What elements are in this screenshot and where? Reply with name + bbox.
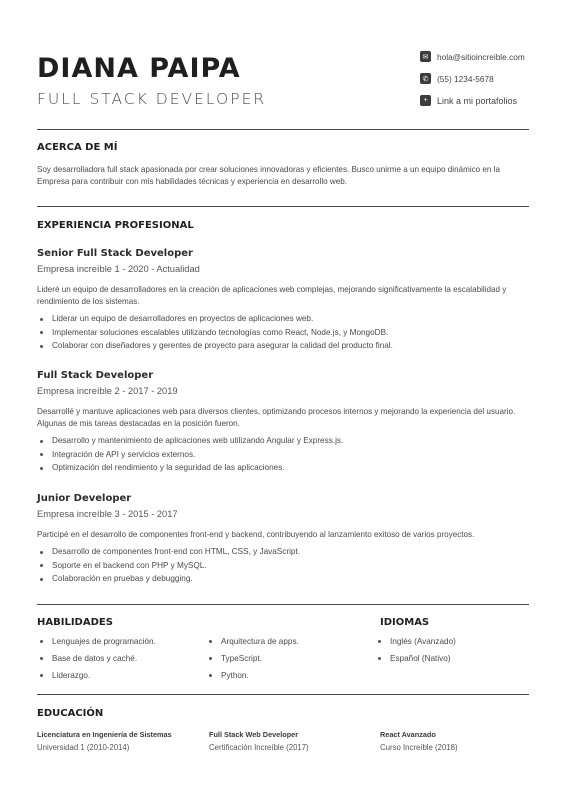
divider <box>37 694 529 695</box>
phone-text[interactable]: (55) 1234-5678 <box>437 73 494 84</box>
job-title: Junior Developer <box>37 493 132 504</box>
phone-icon: ✆ <box>420 73 431 84</box>
education-title: Licenciatura en Ingeniería de Sistemas <box>37 730 172 739</box>
about-heading: ACERCA DE MÍ <box>37 142 118 153</box>
list-item: Python. <box>206 667 299 684</box>
job-bullets <box>37 434 343 475</box>
email-text[interactable]: hola@sitioincreible.com <box>437 51 525 62</box>
list-item: Base de datos y caché. <box>37 650 156 667</box>
contact-block <box>420 51 525 117</box>
job-company: Empresa increíble 2 - 2017 - 2019 <box>37 386 178 396</box>
about-text: Soy desarrolladora full stack apasionada por crear soluciones innovadoras y eficientes. Busco unirme a un equipo dinámico en la Empresa para contribuir con mis habilidades técnicas y experiencia en desarrollo web. <box>37 165 500 186</box>
job-company: Empresa increíble 1 - 2020 - Actualidad <box>37 264 200 274</box>
list-item: Implementar soluciones escalables utilizando tecnologías como React, Node.js, y MongoDB. <box>37 326 393 340</box>
education-institution: Universidad 1 (2010-2014) <box>37 743 130 752</box>
list-item: Liderazgo. <box>37 667 156 684</box>
education-heading: EDUCACIÓN <box>37 708 104 719</box>
job-title: Senior Full Stack Developer <box>37 248 193 259</box>
list-item: TypeScript. <box>206 650 299 667</box>
education-institution: Curso Increíble (2018) <box>380 743 458 752</box>
divider <box>37 129 529 130</box>
list-item: Lenguajes de programación. <box>37 633 156 650</box>
envelope-icon: ✉ <box>420 51 431 62</box>
skills-list-2 <box>206 633 299 684</box>
list-item: Español (Nativo) <box>375 650 456 667</box>
list-item: Desarrollo y mantenimiento de aplicaciones web utilizando Angular y Express.js. <box>37 434 343 448</box>
languages-list <box>375 633 456 667</box>
job-summary: Participé en el desarrollo de componentes front-end y backend, contribuyendo al lanzamiento exitoso de varios proyectos. <box>37 530 475 539</box>
portfolio-link[interactable]: Link a mi portafolios <box>437 95 518 106</box>
contact-phone[interactable] <box>420 73 525 84</box>
list-item: Inglés (Avanzado) <box>375 633 456 650</box>
education-institution: Certificación Increíble (2017) <box>209 743 309 752</box>
job-summary: Desarrollé y mantuve aplicaciones web para diversos clientes, optimizando procesos internos y mejorando la experiencia del usuario. Algunas de mis tareas destacadas en la posición fueron. <box>37 407 516 428</box>
skills-heading: HABILIDADES <box>37 617 113 628</box>
job-bullets <box>37 312 393 353</box>
list-item: Liderar un equipo de desarrolladores en proyectos de aplicaciones web. <box>37 312 393 326</box>
candidate-role: FULL STACK DEVELOPER <box>37 90 267 108</box>
contact-portfolio[interactable] <box>420 95 525 106</box>
education-title: React Avanzado <box>380 730 436 739</box>
list-item: Soporte en el backend con PHP y MySQL. <box>37 559 300 573</box>
list-item: Integración de API y servicios externos. <box>37 448 343 462</box>
list-item: Colaborar con diseñadores y gerentes de proyecto para asegurar la calidad del producto final. <box>37 339 393 353</box>
list-item: Optimización del rendimiento y la seguridad de las aplicaciones. <box>37 461 343 475</box>
divider <box>37 604 529 605</box>
job-bullets <box>37 545 300 586</box>
job-summary: Lideré un equipo de desarrolladores en la creación de aplicaciones web complejas, mejorando significativamente la escalabilidad y rendimiento de los sistemas. <box>37 285 507 306</box>
list-item: Colaboración en pruebas y debugging. <box>37 572 300 586</box>
job-company: Empresa increíble 3 - 2015 - 2017 <box>37 509 178 519</box>
divider <box>37 206 529 207</box>
education-title: Full Stack Web Developer <box>209 730 299 739</box>
list-item: Desarrollo de componentes front-end con HTML, CSS, y JavaScript. <box>37 545 300 559</box>
plus-icon: + <box>420 95 431 106</box>
languages-heading: IDIOMAS <box>380 617 430 628</box>
skills-list-1 <box>37 633 156 684</box>
list-item: Arquitectura de apps. <box>206 633 299 650</box>
candidate-name: DIANA PAIPA <box>37 53 241 84</box>
experience-heading: EXPERIENCIA PROFESIONAL <box>37 220 194 231</box>
job-title: Full Stack Developer <box>37 370 154 381</box>
contact-email[interactable] <box>420 51 525 62</box>
